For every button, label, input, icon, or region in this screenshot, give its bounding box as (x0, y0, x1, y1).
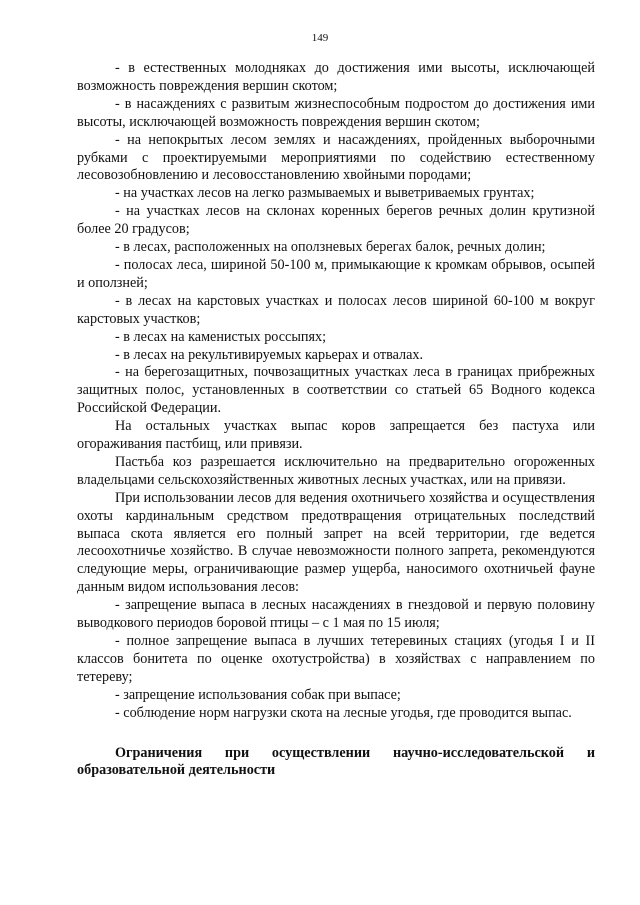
section-heading: Ограничения при осуществлении научно-исследовательской и образовательной деятельности (77, 744, 595, 779)
list-item: - в лесах, расположенных на оползневых берегах балок, речных долин; (115, 239, 546, 256)
list-item: - на участках лесов на легко размываемых и выветриваемых грунтах; (115, 185, 535, 202)
list-item: - полное запрещение выпаса в лучших тетеревиных стациях (угодья I и II классов бонитета по оценке охотустройства) в хозяйствах с направлением по тетереву; (77, 633, 595, 685)
body-paragraph: Пастьба коз разрешается исключительно на предварительно огороженных владельцами сельскохозяйственных животных лесных участках, или на привязи. (77, 453, 595, 488)
document-body (77, 60, 595, 780)
list-item: - на участках лесов на склонах коренных берегов речных долин крутизной более 20 градусов; (77, 203, 595, 238)
list-item: - в насаждениях с развитым жизнеспособным подростом до достижения ими высоты, исключающей возможность повреждения вершин скотом; (77, 95, 595, 130)
list-item: - полосах леса, шириной 50-100 м, примыкающие к кромкам обрывов, осыпей и оползней; (77, 256, 595, 291)
list-item: - запрещение выпаса в лесных насаждениях в гнездовой и первую половину выводкового периодов боровой птицы – с 1 мая по 15 июля; (77, 597, 595, 632)
list-item: - на берегозащитных, почвозащитных участках леса в границах прибрежных защитных полос, установленных в соответствии со статьей 65 Водного кодекса Российской Федерации. (77, 364, 595, 417)
list-item: - запрещение использования собак при выпасе; (115, 686, 401, 703)
page-number: 149 (311, 32, 329, 44)
list-item: - в лесах на каменистых россыпях; (115, 328, 327, 345)
body-paragraph: При использовании лесов для ведения охотничьего хозяйства и осуществления охоты кардинальным средством предотвращения отрицательных последствий выпаса скота является его полный запрет на всей территории, где ведется лесоохотничье хозяйство. В случае невозможности полного запрета, рекомендуются следующие меры, ограничивающие размер ущерба, наносимого охотничьей фауне данным видом использования лесов: (77, 489, 595, 596)
list-item: - соблюдение норм нагрузки скота на лесные угодья, где проводится выпас. (115, 704, 572, 721)
list-item: - в лесах на рекультивируемых карьерах и отвалах. (115, 346, 424, 363)
list-item: - в лесах на карстовых участках и полосах лесов шириной 60-100 м вокруг карстовых участков; (77, 292, 595, 327)
body-paragraph: На остальных участках выпас коров запрещается без пастуха или огораживания пастбищ, или привязи. (77, 418, 595, 453)
list-item: - на непокрытых лесом землях и насаждениях, пройденных выборочными рубками с проектируемыми мероприятиями по содействию естественному лесовозобновлению и лесовосстановлению хвойными породами; (77, 131, 595, 184)
list-item: - в естественных молодняках до достижения ими высоты, исключающей возможность повреждения вершин скотом; (77, 60, 595, 94)
